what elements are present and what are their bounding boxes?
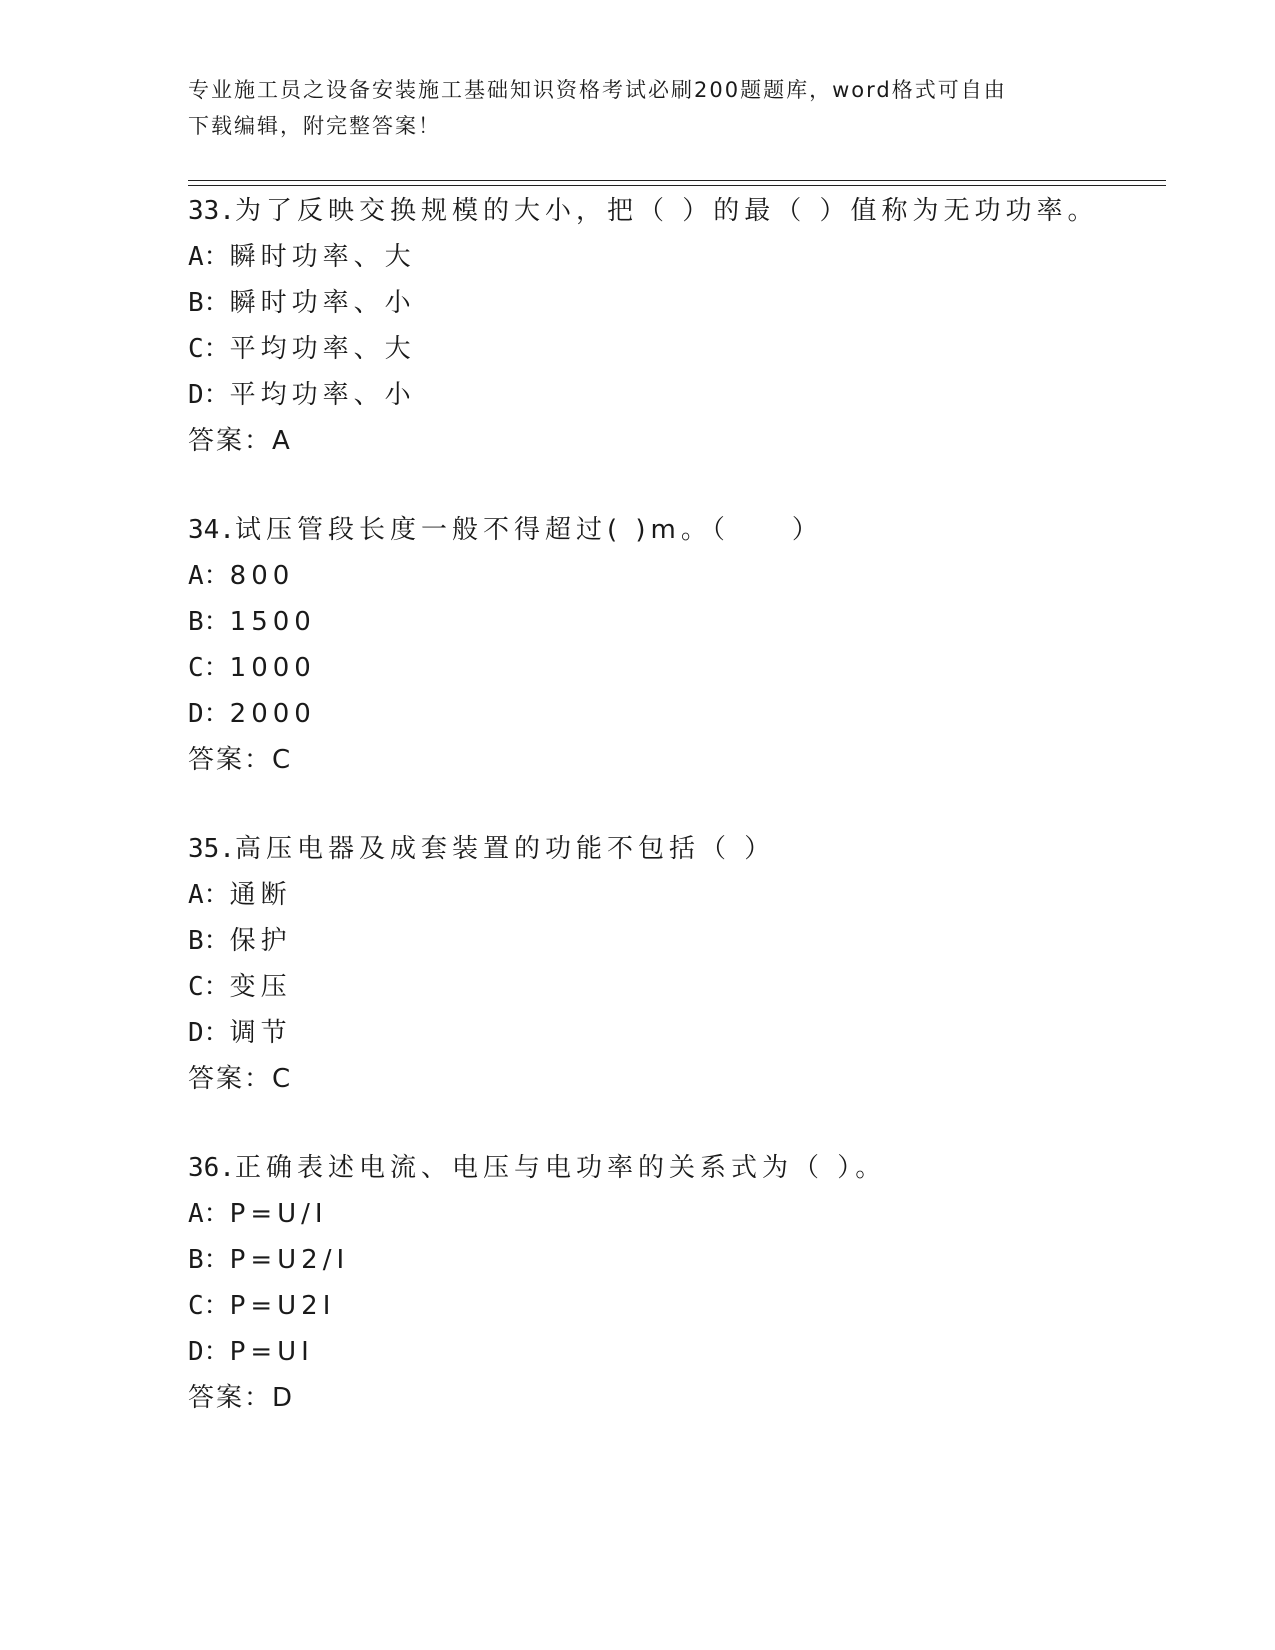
answer-line: 答案：C <box>188 1064 293 1094</box>
option-text: 变压 <box>229 972 292 1002</box>
option-d <box>188 1010 1168 1056</box>
question-text: 正确表述电流、电压与电功率的关系式为（ ）。 <box>234 1153 887 1183</box>
option-a <box>188 1191 1168 1237</box>
header-divider-top <box>188 180 1166 181</box>
option-c <box>188 645 1168 691</box>
question-text: 试压管段长度一般不得超过( )m。（ ） <box>234 515 823 545</box>
option-text: 调节 <box>229 1018 292 1048</box>
question-36 <box>188 1145 1168 1421</box>
document-header <box>188 72 1088 144</box>
option-text: 2000 <box>229 699 316 729</box>
question-text: 为了反映交换规模的大小，把（ ）的最（ ）值称为无功功率。 <box>234 196 1099 226</box>
question-number: 35. <box>188 834 235 864</box>
option-key: A： <box>188 561 230 591</box>
option-key: B： <box>188 607 230 637</box>
option-text: 1000 <box>229 653 316 683</box>
option-b <box>188 599 1168 645</box>
option-d <box>188 691 1168 737</box>
header-divider-bottom <box>188 185 1166 186</box>
question-35 <box>188 826 1168 1102</box>
option-b <box>188 1237 1168 1283</box>
option-b <box>188 918 1168 964</box>
option-text: P=U/I <box>229 1199 328 1229</box>
option-key: A： <box>188 1199 230 1229</box>
header-line-1: 专业施工员之设备安装施工基础知识资格考试必刷200题题库，word格式可自由 <box>188 78 1007 102</box>
question-number: 33. <box>188 196 235 226</box>
option-key: B： <box>188 288 230 318</box>
option-c <box>188 1283 1168 1329</box>
option-a <box>188 234 1168 280</box>
option-b <box>188 280 1168 326</box>
question-text: 高压电器及成套装置的功能不包括（ ） <box>234 834 776 864</box>
question-number: 36. <box>188 1153 235 1183</box>
question-stem <box>188 188 1168 234</box>
option-d <box>188 1329 1168 1375</box>
answer-line: 答案：A <box>188 426 292 456</box>
option-text: P=UI <box>229 1337 314 1367</box>
question-34 <box>188 507 1168 783</box>
option-key: C： <box>188 972 230 1002</box>
option-key: D： <box>188 699 230 729</box>
answer-line: 答案：D <box>188 1383 295 1413</box>
question-stem <box>188 1145 1168 1191</box>
option-c <box>188 326 1168 372</box>
option-a <box>188 553 1168 599</box>
answer-line: 答案：C <box>188 745 293 775</box>
option-key: A： <box>188 242 230 272</box>
option-key: A： <box>188 880 230 910</box>
option-text: 保护 <box>229 926 292 956</box>
option-key: B： <box>188 926 230 956</box>
option-key: C： <box>188 653 230 683</box>
question-number: 34. <box>188 515 235 545</box>
option-key: D： <box>188 380 230 410</box>
option-text: 平均功率、小 <box>229 380 416 410</box>
option-text: P=U2I <box>229 1291 336 1321</box>
option-text: 瞬时功率、小 <box>229 288 416 318</box>
option-text: 瞬时功率、大 <box>229 242 416 272</box>
option-a <box>188 872 1168 918</box>
header-line-2: 下载编辑，附完整答案！ <box>188 114 441 138</box>
option-text: P=U2/I <box>229 1245 350 1275</box>
option-d <box>188 372 1168 418</box>
question-list <box>188 188 1168 1464</box>
option-text: 平均功率、大 <box>229 334 416 364</box>
option-key: C： <box>188 334 230 364</box>
question-stem <box>188 507 1168 553</box>
option-key: C： <box>188 1291 230 1321</box>
option-text: 1500 <box>229 607 316 637</box>
option-c <box>188 964 1168 1010</box>
option-text: 800 <box>229 561 295 591</box>
question-33 <box>188 188 1168 464</box>
option-key: D： <box>188 1018 230 1048</box>
option-key: B： <box>188 1245 230 1275</box>
question-stem <box>188 826 1168 872</box>
option-text: 通断 <box>229 880 292 910</box>
option-key: D： <box>188 1337 230 1367</box>
